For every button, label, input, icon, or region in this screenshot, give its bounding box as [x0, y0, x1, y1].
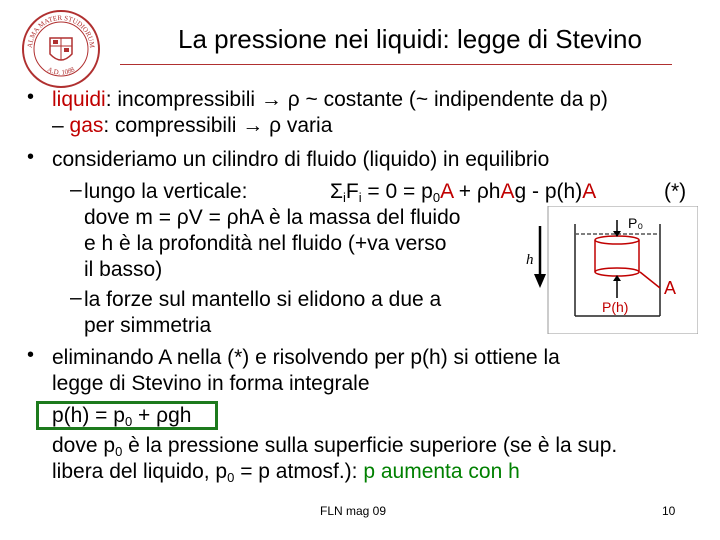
conclusion-highlight: p aumenta con h: [363, 460, 520, 483]
svg-text:h: h: [526, 252, 534, 268]
equilibrium-equation: $\Sigma_iF_i = 0 = p_0A + \rho hAg - p(h)A$: [330, 180, 597, 205]
stevino-formula: $p(h) = p_0 + \rho gh$: [52, 404, 192, 429]
bullet-marker: •: [27, 344, 35, 366]
p0-definition: dove $p_0$ è la pressione sulla superficie superiore (se è la sup.: [52, 434, 618, 459]
svg-text:P(h): P(h): [602, 299, 629, 315]
term-liquidi: liquidi: [52, 88, 106, 111]
footer-course: FLN mag 09: [320, 504, 387, 518]
bullet-gas: – gas: compressibili → ρ varia: [52, 114, 333, 137]
slide-title: La pressione nei liquidi: legge di Stevino: [178, 24, 642, 54]
bullet-cylinder: consideriamo un cilindro di fluido (liquido) in equilibrio: [52, 148, 550, 171]
lateral-forces: la forze sul mantello si elidono a due a: [84, 288, 442, 311]
dash-marker: –: [70, 286, 82, 309]
bullet-liquids: liquidi: incompressibili → ρ ~ costante (~ indipendente da p): [52, 88, 608, 111]
term-gas: gas: [69, 114, 104, 137]
title-divider: [120, 64, 672, 65]
fluid-cylinder-figure: [520, 206, 698, 334]
depth-definition: e h è la profondità nel fluido (+va verso: [84, 232, 447, 255]
bullet-marker: •: [27, 146, 35, 168]
equation-tag: (*): [664, 180, 687, 203]
page-number: 10: [662, 504, 676, 518]
mass-definition: dove m = ρV = ρhA è la massa del fluido: [84, 206, 461, 229]
svg-text:A: A: [664, 278, 677, 298]
bullet-elimination: eliminando A nella (*) e risolvendo per p(h) si ottiene la: [52, 346, 560, 369]
svg-text:ALMA MATER STUDIORUM: ALMA MATER STUDIORUM: [25, 13, 97, 49]
sub-vertical-label: lungo la verticale:: [84, 180, 248, 203]
svg-text:P₀: P₀: [628, 215, 644, 231]
lateral-forces-cont: per simmetria: [84, 314, 212, 337]
stevino-intro: legge di Stevino in forma integrale: [52, 372, 370, 395]
p0-definition-cont: libera del liquido, $p_0 = p$ atmosf.): p aumenta con h: [52, 460, 520, 485]
dash-marker: –: [70, 178, 82, 201]
university-seal-logo: [20, 8, 102, 90]
depth-definition-cont: il basso): [84, 258, 163, 281]
svg-text:A.D. 1088: A.D. 1088: [46, 65, 76, 77]
bullet-marker: •: [27, 86, 35, 108]
